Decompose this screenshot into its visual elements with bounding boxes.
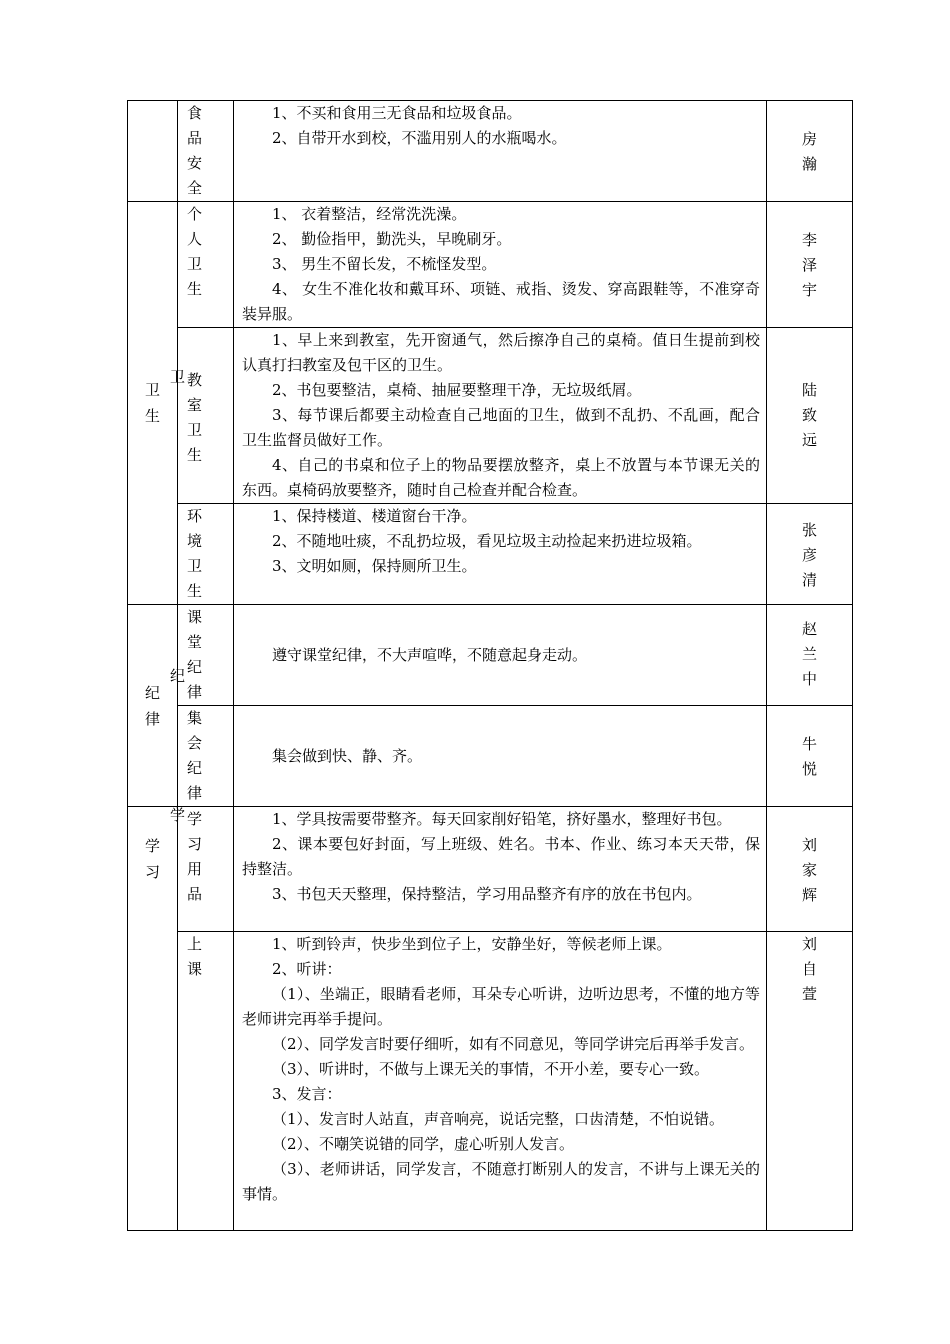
table-row — [128, 706, 853, 807]
owner-cell — [767, 328, 853, 504]
table-row — [128, 202, 853, 328]
subcategory-cell — [178, 328, 234, 504]
table-row — [128, 605, 853, 706]
rule-line: （1）、发言时人站直，声音响亮，说话完整，口齿清楚，不怕说错。 — [272, 1110, 725, 1128]
category-label: 纪律 — [145, 683, 161, 728]
owner-name: 刘家辉 — [802, 836, 818, 904]
rule-line: 3、 男生不留长发，不梳怪发型。 — [272, 255, 497, 273]
subcategory-label: 集会纪律 — [187, 709, 203, 802]
rule-line: （3）、听讲时，不做与上课无关的事情，不开小差，要专心一致。 — [272, 1060, 710, 1078]
subcategory-cell — [178, 605, 234, 706]
rule-content-cell — [234, 202, 767, 328]
category-cell-discipline — [128, 605, 178, 807]
rule-content-cell — [234, 605, 767, 706]
rule-line: 2、 勤俭指甲，勤洗头，早晚刷牙。 — [272, 230, 512, 248]
owner-cell — [767, 605, 853, 706]
owner-cell — [767, 202, 853, 328]
subcategory-cell — [178, 807, 234, 932]
overlap-mark-study: 学 — [170, 806, 186, 824]
owner-cell — [767, 706, 853, 807]
subcategory-cell — [178, 706, 234, 807]
rule-line: 集会做到快、静、齐。 — [272, 746, 423, 765]
rule-content-cell — [234, 706, 767, 807]
table-row — [128, 932, 853, 1231]
rule-content-cell — [234, 932, 767, 1231]
rule-line: 4、 女生不准化妆和戴耳环、项链、戒指、烫发、穿高跟鞋等，不准穿奇装异服。 — [242, 280, 760, 323]
owner-name: 张彦清 — [802, 521, 818, 589]
owner-name: 陆致远 — [802, 381, 818, 449]
subcategory-label: 教室卫生 — [187, 371, 203, 464]
owner-cell — [767, 101, 853, 202]
rule-line: 1、 衣着整洁，经常洗洗澡。 — [272, 205, 467, 223]
subcategory-label: 学习用品 — [187, 810, 203, 903]
rule-content-cell — [234, 807, 767, 932]
rule-line: 1、不买和食用三无食品和垃圾食品。 — [272, 104, 522, 122]
owner-cell — [767, 932, 853, 1231]
rule-content-cell — [234, 504, 767, 605]
rule-line: 3、文明如厕，保持厕所卫生。 — [272, 557, 477, 575]
subcategory-label: 上课 — [187, 935, 203, 978]
rule-line: 3、每节课后都要主动检查自己地面的卫生，做到不乱扔、不乱画，配合卫生监督员做好工作。 — [242, 406, 760, 449]
class-rules-table — [127, 100, 853, 1231]
owner-name: 赵兰中 — [802, 620, 818, 688]
rule-line: （3）、老师讲话，同学发言，不随意打断别人的发言，不讲与上课无关的事情。 — [242, 1160, 760, 1203]
owner-name: 李泽宇 — [802, 231, 818, 299]
table-row — [128, 101, 853, 202]
table-row — [128, 504, 853, 605]
rule-line: 4、自己的书桌和位子上的物品要摆放整齐，桌上不放置与本节课无关的东西。桌椅码放要整齐，随时自己检查并配合检查。 — [242, 456, 760, 499]
table-row — [128, 328, 853, 504]
subcategory-label: 个人卫生 — [187, 205, 203, 298]
category-cell-study — [128, 807, 178, 1231]
rule-line: （1）、坐端正，眼睛看老师，耳朵专心听讲，边听边思考，不懂的地方等老师讲完再举手提问。 — [242, 985, 760, 1028]
rule-line: 2、书包要整洁，桌椅、抽屉要整理干净，无垃圾纸屑。 — [272, 381, 642, 399]
category-cell-hygiene — [128, 202, 178, 605]
subcategory-cell — [178, 101, 234, 202]
subcategory-label: 环境卫生 — [187, 507, 203, 600]
rule-content-cell — [234, 328, 767, 504]
rule-line: 2、课本要包好封面，写上班级、姓名。书本、作业、练习本天天带，保持整洁。 — [242, 835, 760, 878]
subcategory-cell — [178, 504, 234, 605]
category-label: 学习 — [145, 837, 161, 881]
rule-line: 2、自带开水到校，不滥用别人的水瓶喝水。 — [272, 129, 567, 147]
subcategory-label: 课堂纪律 — [187, 608, 203, 701]
rule-line: 1、听到铃声，快步坐到位子上，安静坐好，等候老师上课。 — [272, 935, 672, 953]
overlap-mark-discipline: 纪 — [170, 667, 186, 685]
rule-line: 1、早上来到教室，先开窗通气，然后擦净自己的桌椅。值日生提前到校认真打扫教室及包干区的卫生。 — [242, 331, 760, 374]
rule-line: （2）、不嘲笑说错的同学，虚心听别人发言。 — [272, 1135, 575, 1153]
rule-line: （2）、同学发言时要仔细听，如有不同意见，等同学讲完后再举手发言。 — [272, 1035, 755, 1053]
rule-content-cell — [234, 101, 767, 202]
owner-cell — [767, 504, 853, 605]
subcategory-label: 食品安全 — [187, 104, 203, 197]
rule-line: 遵守课堂纪律，不大声喧哗，不随意起身走动。 — [272, 645, 588, 664]
rule-line: 2、不随地吐痰，不乱扔垃圾，看见垃圾主动捡起来扔进垃圾箱。 — [272, 532, 702, 550]
rule-line: 2、听讲： — [272, 960, 342, 978]
rule-line: 3、发言： — [272, 1085, 342, 1103]
subcategory-cell — [178, 202, 234, 328]
rule-line: 1、保持楼道、楼道窗台干净。 — [272, 507, 477, 525]
category-label: 卫生 — [145, 381, 161, 425]
rule-line: 3、书包天天整理，保持整洁，学习用品整齐有序的放在书包内。 — [272, 885, 702, 903]
owner-cell — [767, 807, 853, 932]
overlap-mark-hygiene: 卫 — [170, 368, 186, 386]
subcategory-cell — [178, 932, 234, 1231]
owner-name: 房瀚 — [802, 130, 818, 173]
rule-line: 1、学具按需要带整齐。每天回家削好铅笔，挤好墨水，整理好书包。 — [272, 810, 732, 828]
owner-name: 刘自萱 — [802, 935, 818, 1003]
owner-name: 牛悦 — [802, 735, 818, 778]
category-cell-empty — [128, 101, 178, 202]
table-row — [128, 807, 853, 932]
